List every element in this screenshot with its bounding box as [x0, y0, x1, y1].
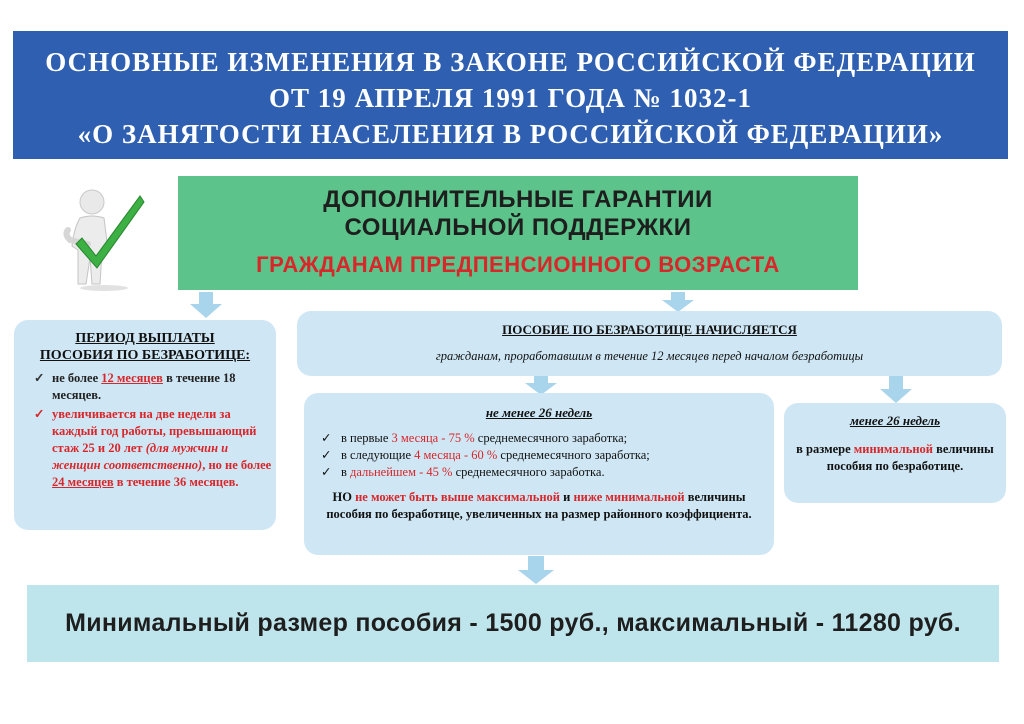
item-highlight: 36 — [173, 475, 187, 489]
benefit-amount-box — [27, 585, 999, 662]
down-arrow-icon — [525, 375, 557, 395]
note-text: и — [559, 490, 574, 504]
document-header — [13, 31, 1008, 159]
item-text: в — [341, 465, 351, 479]
item-text: в течение — [113, 475, 174, 489]
over-26-weeks-heading: не менее 26 недель — [485, 405, 593, 420]
item-highlight: увеличивается на две недели — [52, 407, 217, 421]
item-text: среднемесячного заработка. — [452, 465, 605, 479]
down-arrow-icon — [190, 292, 222, 318]
header-line-3: «О ЗАНЯТОСТИ НАСЕЛЕНИЯ В РОССИЙСКОЙ ФЕДЕРАЦИИ» — [77, 119, 944, 149]
support-guarantees-banner — [178, 176, 858, 290]
item-highlight: дальнейшем - 45 % — [350, 465, 453, 479]
down-arrow-icon — [518, 556, 554, 584]
under-26-weeks-box — [784, 403, 1006, 503]
item-text: среднемесячного заработка; — [474, 431, 628, 445]
header-line-1: ОСНОВНЫЕ ИЗМЕНЕНИЯ В ЗАКОНЕ РОССИЙСКОЙ ФЕДЕРАЦИИ — [45, 47, 976, 77]
item-highlight: 24 месяцев — [52, 475, 114, 489]
benefit-accrual-heading: ПОСОБИЕ ПО БЕЗРАБОТИЦЕ НАЧИСЛЯЕТСЯ — [502, 322, 797, 337]
banner-title-line-1: ДОПОЛНИТЕЛЬНЫЕ ГАРАНТИИ — [323, 186, 713, 213]
list-item — [32, 406, 276, 491]
item-text: в первые — [341, 431, 392, 445]
item-text: месяцев. — [186, 475, 239, 489]
list-item — [321, 447, 774, 464]
item-text: величины пособия по безработице. — [826, 442, 994, 473]
header-line-2: ОТ 19 АПРЕЛЯ 1991 ГОДА № 1032-1 — [269, 83, 752, 113]
payment-period-box — [14, 320, 276, 530]
item-text: за каждый год работы, превышающий стаж 25 и 20 лет — [52, 407, 257, 455]
item-highlight: 4 месяца - 60 % — [414, 448, 498, 462]
list-item — [321, 430, 774, 447]
item-text: в течение 18 месяцев. — [52, 371, 236, 402]
payment-period-heading-2: ПОСОБИЯ ПО БЕЗРАБОТИЦЕ: — [39, 348, 251, 363]
check-icon: ✓ — [321, 465, 332, 479]
item-text: в размере — [796, 442, 854, 456]
banner-title-line-2: СОЦИАЛЬНОЙ ПОДДЕРЖКИ — [344, 214, 692, 241]
payment-period-heading-1: ПЕРИОД ВЫПЛАТЫ — [75, 331, 215, 346]
check-icon: ✓ — [34, 407, 45, 421]
note-highlight: ниже минимальной — [573, 490, 685, 504]
down-arrow-icon — [880, 375, 912, 403]
item-note: (для мужчин и женщин соответственно) — [52, 441, 229, 472]
benefit-accrual-subtext: гражданам, проработавшим в течение 12 месяцев перед началом безработицы — [435, 349, 864, 363]
benefit-amount-text: Минимальный размер пособия - 1500 руб., максимальный - 11280 руб. — [65, 609, 961, 637]
item-text: в следующие — [341, 448, 415, 462]
list-item — [321, 464, 774, 481]
check-icon: ✓ — [321, 448, 332, 462]
person-checkmark-icon — [62, 188, 146, 292]
benefit-accrual-box — [297, 311, 1002, 376]
under-26-weeks-heading: менее 26 недель — [849, 413, 941, 428]
item-highlight: 3 месяца - 75 % — [391, 431, 475, 445]
item-highlight: минимальной — [853, 442, 933, 456]
item-text: , но не более — [202, 458, 272, 472]
note-text: НО — [332, 490, 356, 504]
note-highlight: не может быть выше максимальной — [355, 490, 560, 504]
check-icon: ✓ — [34, 371, 45, 385]
check-icon: ✓ — [321, 431, 332, 445]
banner-subtitle: ГРАЖДАНАМ ПРЕДПЕНСИОННОГО ВОЗРАСТА — [256, 252, 780, 277]
under-26-weeks-text — [784, 441, 1006, 475]
item-text: не более — [52, 371, 102, 385]
down-arrow-icon — [662, 292, 694, 312]
list-item — [32, 370, 276, 404]
item-text: среднемесячного заработка; — [497, 448, 650, 462]
over-26-weeks-box — [304, 393, 774, 555]
item-highlight: 12 месяцев — [101, 371, 163, 385]
max-min-note — [304, 489, 774, 523]
note-text: величины пособия по безработице, увеличенных на размер районного коэффициента. — [326, 490, 752, 521]
